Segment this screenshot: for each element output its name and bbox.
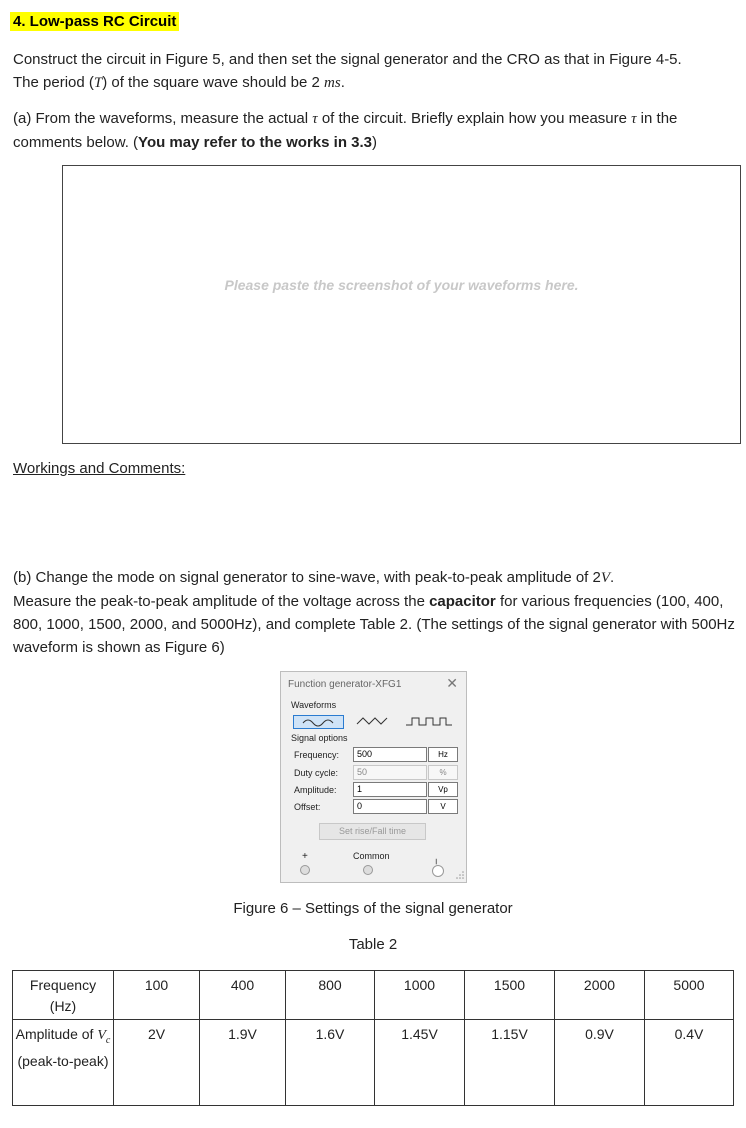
triangle-wave-icon [347,715,398,729]
offset-label: Offset: [294,802,321,812]
intro-line-2-end: . [340,74,345,91]
amplitude-unit-select[interactable]: Vp [428,782,458,797]
amplitude-header-text: Amplitude of [15,1026,98,1042]
frequency-unit-select[interactable]: Hz [428,747,458,762]
part-a-bold-note: You may refer to the works in 3.3 [138,134,373,151]
tau-symbol: τ [631,111,637,127]
function-generator-dialog [280,671,467,883]
resize-grip-icon[interactable] [455,870,465,880]
amplitude-cell[interactable]: 1.45V [375,1020,465,1106]
table-caption: Table 2 [348,936,398,953]
signal-options-label: Signal options [291,733,348,743]
part-a-text-1: (a) From the waveforms, measure the actual [13,110,313,127]
tau-symbol: τ [312,111,318,127]
table-row [13,971,734,1020]
minus-terminal[interactable] [432,865,444,877]
intro-line-1: Construct the circuit in Figure 5, and then set the signal generator and the CRO as that in Figure 4-5. [13,51,682,68]
part-a-text-2: of the circuit. Briefly explain how you measure [317,110,632,127]
volt-unit: V [600,570,611,586]
part-a-text-4: ) [372,134,378,151]
duty-cycle-unit: % [428,765,458,780]
amplitude-cell[interactable]: 1.6V [286,1020,375,1106]
figure-caption: Figure 6 – Settings of the signal generator [233,900,513,917]
amplitude-cell[interactable]: 0.9V [555,1020,645,1106]
close-icon[interactable]: ✕ [446,675,458,691]
intro-line-2-mid: ) of the square wave should be 2 [102,74,325,91]
part-b-text-3: for various frequencies (100, 400, 800, 1000, 1500, 2000, and 5000Hz), and complete Table 2. (The settings of the signal generator with 500Hz waveform is shown as Figure 6) [13,593,735,656]
period-symbol: T [93,75,103,91]
frequency-cell: 400 [200,971,286,1020]
offset-field[interactable]: 0 [353,799,427,814]
frequency-cell: 100 [114,971,200,1020]
frequency-row-header: Frequency (Hz) [13,971,114,1020]
duty-cycle-field: 50 [353,765,427,780]
amplitude-header-suffix: (peak-to-peak) [17,1052,109,1069]
triangle-wave-button[interactable] [347,715,398,729]
results-table [12,970,734,1106]
period-unit: ms [324,75,341,91]
screenshot-paste-box[interactable] [62,165,741,444]
part-a-paragraph [13,107,741,154]
intro-paragraph [13,48,741,95]
set-rise-fall-button: Set rise/Fall time [319,823,426,840]
table-row [13,1020,734,1106]
offset-unit-select[interactable]: V [428,799,458,814]
intro-line-2-start: The period ( [13,74,94,91]
frequency-cell: 1000 [375,971,465,1020]
sine-wave-icon [294,716,343,728]
frequency-label: Frequency: [294,750,340,760]
amplitude-row-header [13,1020,114,1106]
sine-wave-button[interactable] [293,715,344,729]
vc-subscript: c [105,1034,111,1046]
amplitude-label: Amplitude: [294,785,337,795]
frequency-cell: 1500 [465,971,555,1020]
common-terminal[interactable] [363,865,373,875]
minus-terminal-label: – [430,858,442,865]
paste-placeholder: Please paste the screenshot of your waveforms here. [224,277,579,293]
part-b-text-1: (b) Change the mode on signal generator to sine-wave, with peak-to-peak amplitude of 2 [13,569,601,586]
section-heading: 4. Low-pass RC Circuit [10,12,179,31]
capacitor-bold: capacitor [429,593,496,610]
dialog-title: Function generator-XFG1 [288,679,402,690]
amplitude-cell[interactable]: 2V [114,1020,200,1106]
vc-symbol: V [97,1028,106,1043]
frequency-field[interactable]: 500 [353,747,427,762]
plus-terminal[interactable] [300,865,310,875]
part-b-paragraph [13,566,741,659]
frequency-cell: 2000 [555,971,645,1020]
amplitude-cell[interactable]: 1.9V [200,1020,286,1106]
amplitude-cell[interactable]: 1.15V [465,1020,555,1106]
part-a-text-3: in the comments below. ( [13,110,678,151]
waveforms-label: Waveforms [291,700,337,710]
square-wave-icon [402,715,453,729]
plus-terminal-label: + [302,851,308,862]
part-b-text-1-end: . [610,569,615,586]
part-b-text-2: Measure the peak-to-peak amplitude of the voltage across the [13,593,430,610]
duty-cycle-label: Duty cycle: [294,768,339,778]
square-wave-button[interactable] [402,715,453,729]
frequency-cell: 800 [286,971,375,1020]
amplitude-cell[interactable]: 0.4V [645,1020,734,1106]
common-terminal-label: Common [353,851,390,861]
frequency-cell: 5000 [645,971,734,1020]
workings-label: Workings and Comments: [13,460,186,477]
amplitude-field[interactable]: 1 [353,782,427,797]
